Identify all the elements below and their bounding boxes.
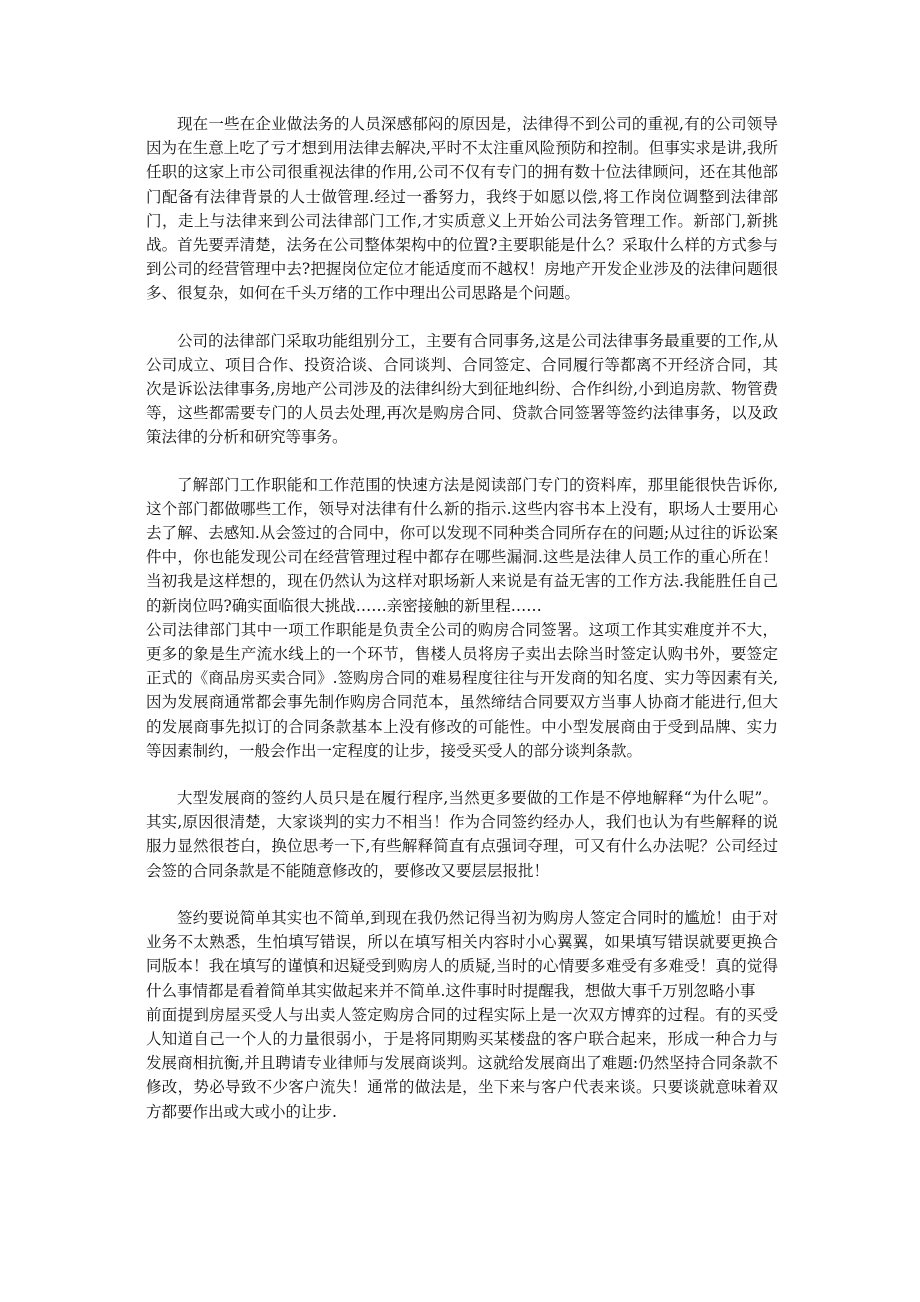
paragraph-1: 现在一些在企业做法务的人员深感郁闷的原因是，法律得不到公司的重视,有的公司领导因为在生意上吃了亏才想到用法律去解决,平时不太注重风险预防和控制。但事实求是讲,我所任职的这家上市公司很重视法律的作用,公司不仅有专门的拥有数十位法律顾问，还在其他部门配备有法律背景的人士做管理.经过一番努力，我终于如愿以偿,将工作岗位调整到法律部门，走上与法律来到公司法律部门工作,才实质意义上开始公司法务管理工作。新部门,新挑战。首先要弄清楚，法务在公司整体架构中的位置?主要职能是什么？采取什么样的方式参与到公司的经营管理中去?把握岗位定位才能适度而不越权！房地产开发企业涉及的法律问题很多、很复杂，如何在千头万绪的工作中理出公司思路是个问题。 bbox=[146, 115, 778, 303]
paragraph-2: 公司的法律部门采取功能组别分工，主要有合同事务,这是公司法律事务最重要的工作,从公司成立、项目合作、投资洽谈、合同谈判、合同签定、合同履行等都离不开经济合同，其次是诉讼法律事务,房地产公司涉及的法律纠纷大到征地纠纷、合作纠纷,小到追房款、物管费等，这些都需要专门的人员去处理,再次是购房合同、贷款合同签署等签约法律事务，以及政策法律的分析和研究等事务。 bbox=[146, 331, 778, 447]
paragraph-5: 大型发展商的签约人员只是在履行程序,当然更多要做的工作是不停地解释“为什么呢”。其实,原因很清楚，大家谈判的实力不相当！作为合同签约经办人，我们也认为有些解释的说服力显然很苍白，换位思考一下,有些解释简直有点强词夺理，可又有什么办法呢？公司经过会签的合同条款是不能随意修改的，要修改又要层层报批！ bbox=[146, 789, 778, 880]
paragraph-3: 了解部门工作职能和工作范围的快速方法是阅读部门专门的资料库，那里能很快告诉你,这个部门都做哪些工作，领导对法律有什么新的指示.这些内容书本上没有，职场人士要用心去了解、去感知.从会签过的合同中，你可以发现不同种类合同所存在的问题;从过往的诉讼案件中，你也能发现公司在经营管理过程中都存在哪些漏洞.这些是法律人员工作的重心所在！当初我是这样想的，现在仍然认为这样对职场新人来说是有益无害的工作方法.我能胜任自己的新岗位吗?确实面临很大挑战……亲密接触的新里程…… bbox=[146, 475, 778, 615]
document-body bbox=[146, 112, 778, 1124]
paragraph-6: 签约要说简单其实也不简单,到现在我仍然记得当初为购房人签定合同时的尴尬！由于对业务不太熟悉，生怕填写错误，所以在填写相关内容时小心翼翼，如果填写错误就要更换合同版本！我在填写的谨慎和迟疑受到购房人的质疑,当时的心情要多难受有多难受！真的觉得什么事情都是看着简单其实做起来并不简单.这件事时时提醒我，想做大事千万别忽略小事 bbox=[146, 908, 778, 1000]
paragraph-4: 公司法律部门其中一项工作职能是负责全公司的购房合同签署。这项工作其实难度并不大，更多的象是生产流水线上的一个环节，售楼人员将房子卖出去除当时签定认购书外，要签定正式的《商品房买卖合同》.签购房合同的难易程度往往与开发商的知名度、实力等因素有关,因为发展商通常都会事先制作购房合同范本，虽然缔结合同要双方当事人协商才能进行,但大的发展商事先拟订的合同条款基本上没有修改的可能性。中小型发展商由于受到品牌、实力等因素制约，一般会作出一定程度的让步，接受买受人的部分谈判条款。 bbox=[146, 620, 778, 760]
paragraph-7: 前面提到房屋买受人与出卖人签定购房合同的过程实际上是一次双方博弈的过程。有的买受人知道自己一个人的力量很弱小，于是将同期购买某楼盘的客户联合起来，形成一种合力与发展商相抗衡,并且聘请专业律师与发展商谈判。这就给发展商出了难题:仍然坚持合同条款不修改，势必导致不少客户流失！通常的做法是，坐下来与客户代表来谈。只要谈就意味着双方都要作出或大或小的让步. bbox=[146, 1005, 778, 1121]
